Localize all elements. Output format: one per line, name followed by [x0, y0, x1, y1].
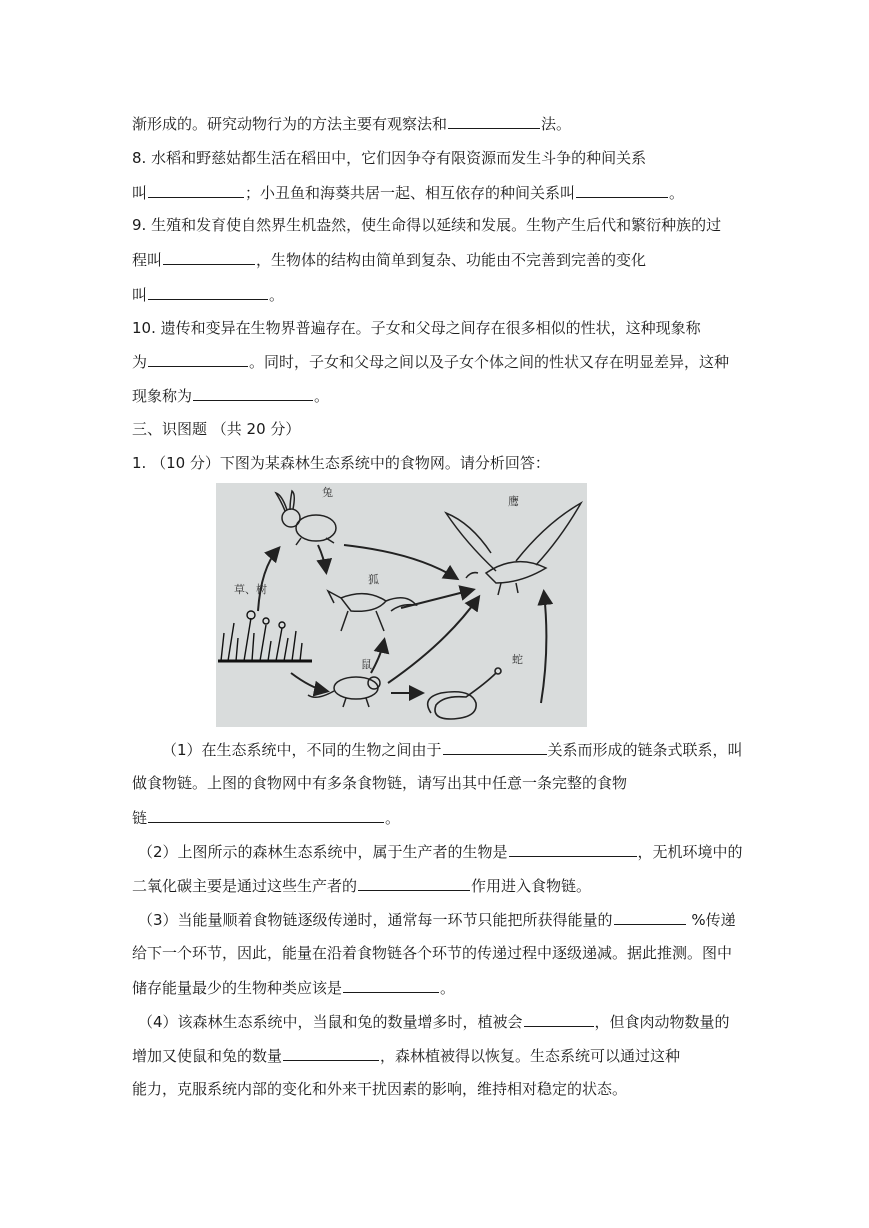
text: ；小丑鱼和海葵共居一起、相互依存的种间关系叫 [245, 184, 576, 202]
text: ，但食肉动物数量的 [594, 1013, 730, 1031]
text: 8. 水稻和野慈姑都生活在稻田中，它们因争夺有限资源而发生斗争的种间关系 [132, 149, 647, 167]
eagle-illustration [446, 503, 581, 595]
text: 。 [440, 979, 456, 997]
text-line [132, 350, 729, 373]
text-line [132, 874, 591, 897]
text: 链 [132, 809, 148, 827]
answer-blank[interactable] [343, 976, 439, 993]
text: 现象称为 [132, 387, 193, 405]
text-line [132, 181, 684, 204]
answer-blank[interactable] [163, 248, 255, 265]
answer-blank[interactable] [148, 806, 384, 823]
text: 叫 [132, 286, 148, 304]
answer-blank[interactable] [148, 350, 248, 367]
text: 为 [132, 353, 148, 371]
text: ，森林植被得以恢复。生态系统可以通过这种 [380, 1047, 681, 1065]
fox-label: 狐 [368, 573, 379, 586]
text-line [132, 112, 571, 135]
rabbit-illustration [276, 491, 336, 545]
answer-blank[interactable] [148, 283, 268, 300]
answer-blank[interactable] [283, 1044, 379, 1061]
section-title [132, 418, 300, 440]
food-web-figure [216, 483, 587, 727]
question-8 [132, 147, 646, 169]
rabbit-label: 兔 [322, 486, 333, 499]
sub-question-4 [138, 1010, 730, 1033]
text: 储存能量最少的生物种类应该是 [132, 979, 343, 997]
mouse-label: 鼠 [361, 658, 372, 671]
text: 三、识图题 （共 20 分） [132, 420, 301, 438]
text: （4）该森林生态系统中，当鼠和兔的数量增多时，植被会 [138, 1013, 523, 1031]
text: 法。 [541, 115, 572, 133]
food-web-diagram [216, 483, 587, 727]
grass-illustration [218, 611, 312, 661]
text: ，生物体的结构由简单到复杂、功能由不完善到完善的变化 [256, 251, 647, 269]
answer-blank[interactable] [509, 840, 637, 857]
text-line [132, 772, 627, 794]
question-10 [132, 317, 701, 339]
text: 1. （10 分）下图为某森林生态系统中的食物网。请分析回答： [132, 454, 550, 472]
answer-blank[interactable] [576, 181, 668, 198]
text: 9. 生殖和发育使自然界生机盎然，使生命得以延续和发展。生物产生后代和繁衍种族的过 [132, 216, 722, 234]
text: 做食物链。上图的食物网中有多条食物链，请写出其中任意一条完整的食物 [132, 774, 628, 792]
sub-question-2 [138, 840, 743, 863]
text: 程叫 [132, 251, 163, 269]
text-line [132, 248, 646, 271]
text: 作用进入食物链。 [471, 877, 592, 895]
mouse-illustration [308, 677, 380, 707]
text-line [132, 976, 455, 999]
answer-blank[interactable] [524, 1010, 594, 1027]
snake-label: 蛇 [512, 653, 523, 666]
text: 关系而形成的链条式联系，叫 [547, 741, 743, 759]
text: 能力，克服系统内部的变化和外来干扰因素的影响，维持相对稳定的状态。 [132, 1080, 628, 1098]
text-line [132, 384, 329, 407]
text-line [132, 806, 400, 829]
text: 。 [385, 809, 401, 827]
grass-label: 草、树 [234, 583, 267, 596]
text: （2）上图所示的森林生态系统中，属于生产者的生物是 [138, 843, 508, 861]
text: 叫 [132, 184, 148, 202]
sub-question-1 [162, 738, 743, 761]
answer-blank[interactable] [148, 181, 244, 198]
text-line [132, 1078, 627, 1100]
text: 给下一个环节，因此，能量在沿着食物链各个环节的传递过程中逐级递减。据此推测。图中 [132, 944, 733, 962]
text: 增加又使鼠和兔的数量 [132, 1047, 283, 1065]
text: 。同时，子女和父母之间以及子女个体之间的性状又存在明显差异，这种 [249, 353, 730, 371]
answer-blank[interactable] [614, 908, 686, 925]
text: 。 [669, 184, 685, 202]
text: 。 [314, 387, 330, 405]
text: %传递 [686, 911, 736, 929]
snake-illustration [428, 668, 501, 719]
text: 二氧化碳主要是通过这些生产者的 [132, 877, 358, 895]
problem-1 [132, 452, 550, 474]
answer-blank[interactable] [193, 384, 313, 401]
sub-question-3 [138, 908, 736, 931]
text: ，无机环境中的 [637, 843, 743, 861]
answer-blank[interactable] [443, 738, 547, 755]
answer-blank[interactable] [448, 112, 540, 129]
text-line [132, 942, 732, 964]
fox-illustration [328, 591, 416, 631]
text: 10. 遗传和变异在生物界普遍存在。子女和父母之间存在很多相似的性状，这种现象称 [132, 319, 701, 337]
answer-blank[interactable] [358, 874, 470, 891]
question-9 [132, 214, 721, 236]
text-line [132, 283, 284, 306]
text: 渐形成的。研究动物行为的方法主要有观察法和 [132, 115, 448, 133]
text-line [132, 1044, 680, 1067]
text: （1）在生态系统中，不同的生物之间由于 [162, 741, 442, 759]
food-web-arrows [258, 545, 546, 703]
eagle-label: 鹰 [508, 495, 519, 508]
text: （3）当能量顺着食物链逐级传递时，通常每一环节只能把所获得能量的 [138, 911, 613, 929]
text: 。 [269, 286, 285, 304]
